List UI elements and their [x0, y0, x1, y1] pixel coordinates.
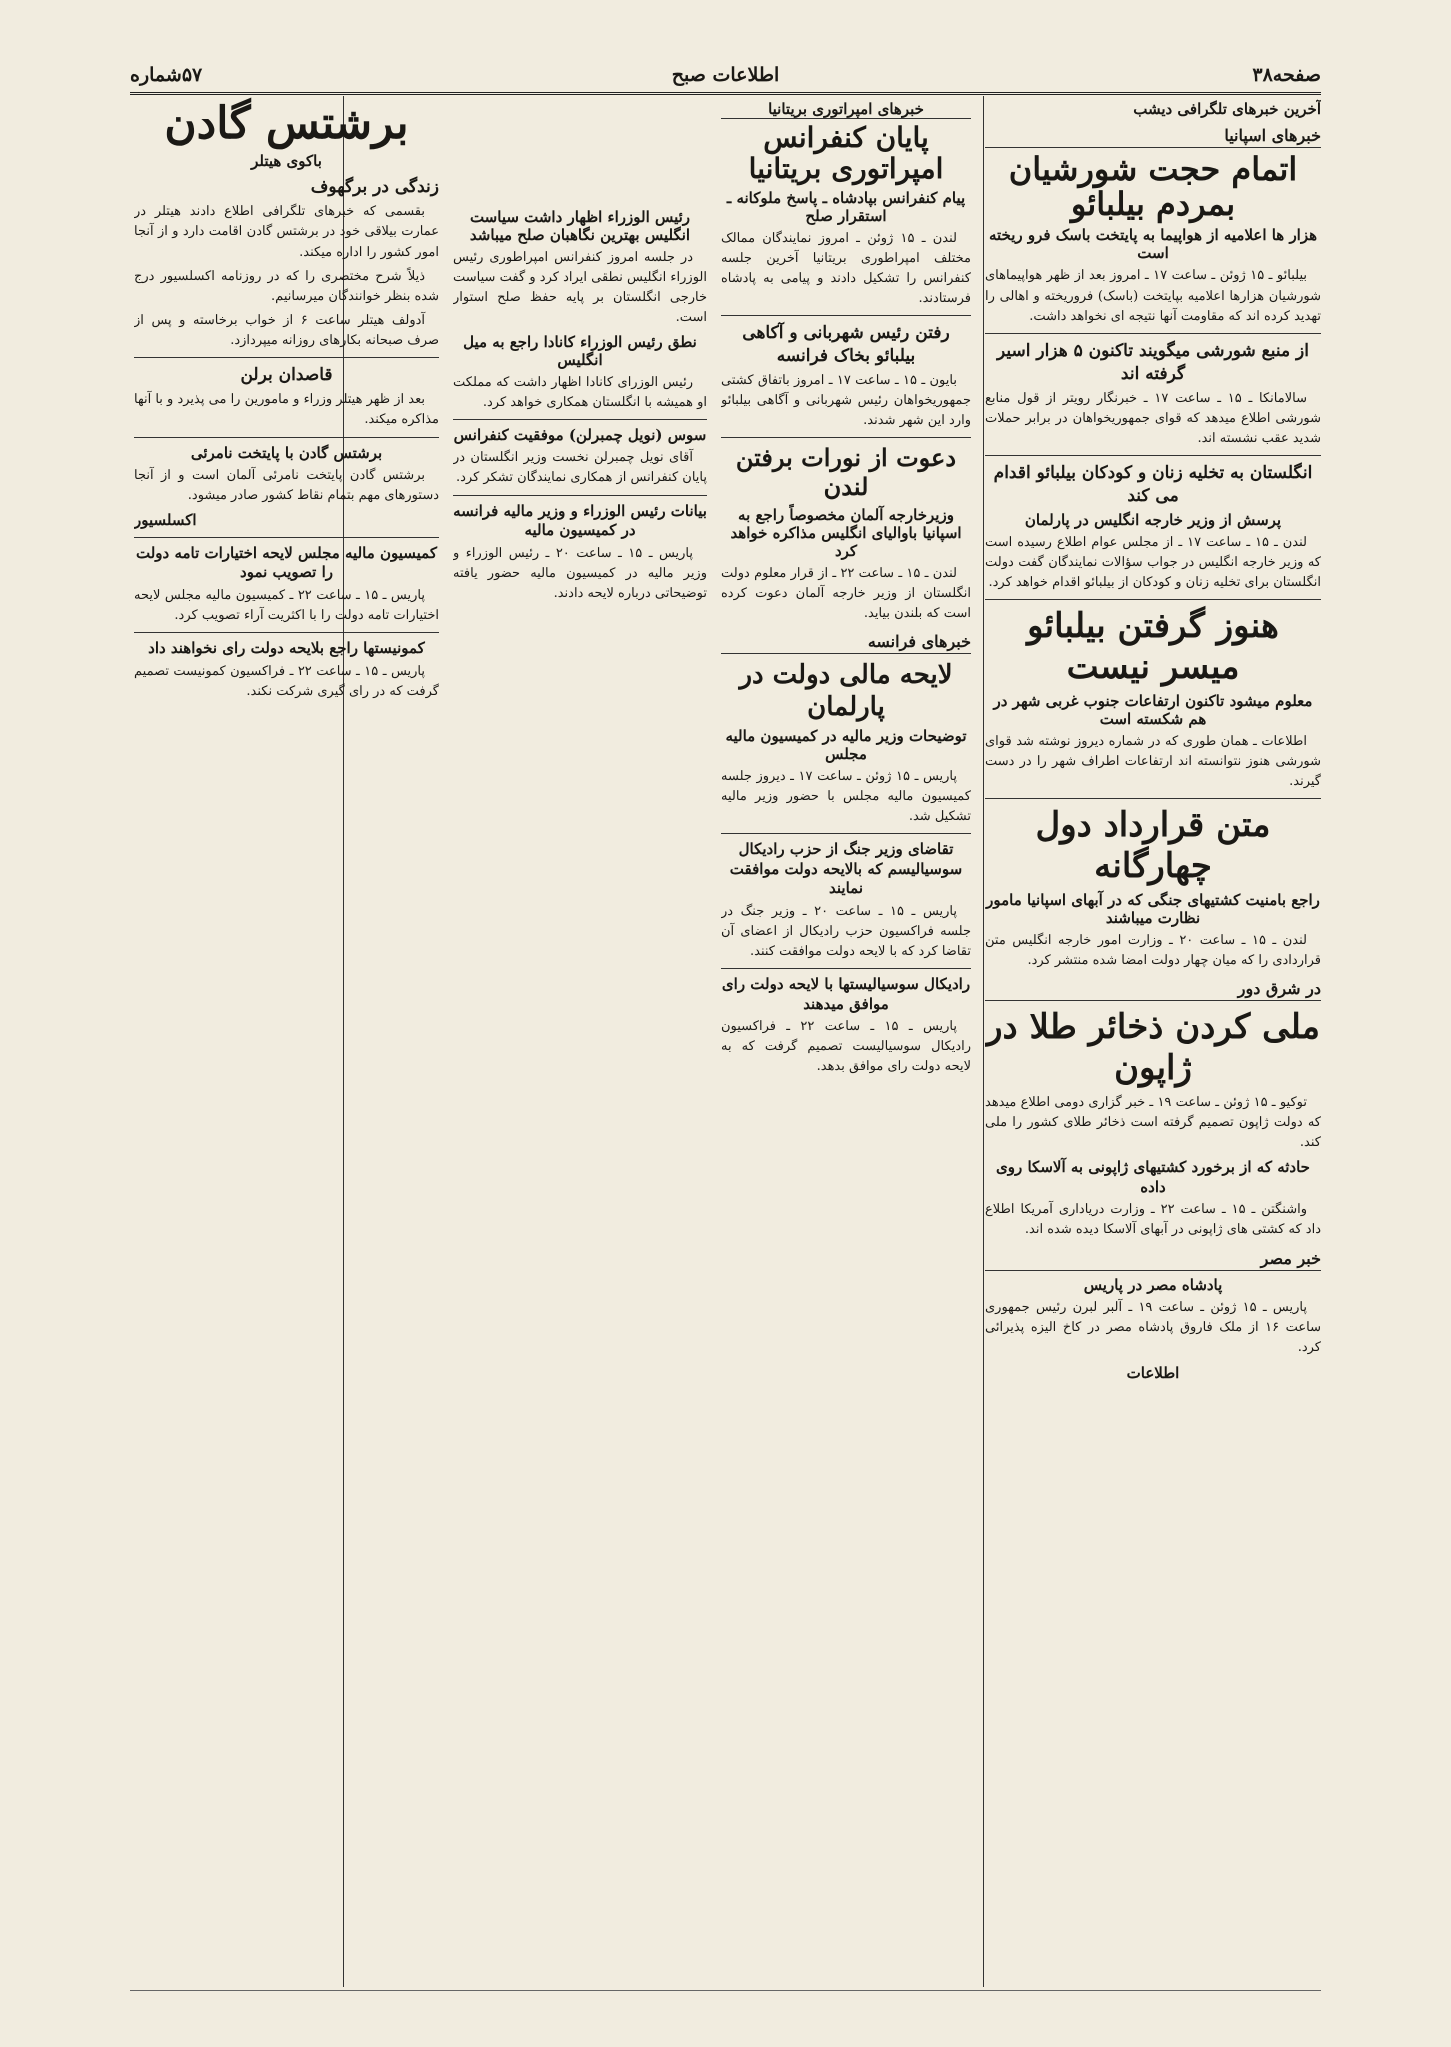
subheadline: نطق رئیس الوزراء کانادا راجع به میل انگلیس: [463, 332, 697, 369]
article-text: پاریس ـ ۱۵ ژوئن ـ ساعت ۱۹ ـ آلبر لبرن رئیس جمهوری ساعت ۱۶ از ملک فاروق پادشاه مصر در کاخ الیزه پذیرائی کرد.: [985, 1300, 1321, 1356]
article-text: بایون ـ ۱۵ ـ ساعت ۱۷ ـ امروز باتفاق کشتی جمهوریخواهان رئیس شهربانی و آگاهی بیلبائو وارد این شهر شدند.: [721, 373, 971, 429]
headline: متن قرارداد دول چهارگانه: [1035, 805, 1271, 887]
headline: کمیسیون مالیه مجلس لایحه اختیارات تامه دولت را تصویب نمود: [136, 543, 437, 582]
headline: انگلستان به تخلیه زنان و کودکان بیلبائو اقدام می کند: [993, 463, 1313, 507]
section-title: در شرق دور: [985, 979, 1321, 1001]
column-rule: [983, 96, 984, 1987]
article-text: ذیلاً شرح مختصری را که در روزنامه اکسلسیور درج شده بنظر خوانندگان میرسانیم.: [134, 268, 439, 304]
article-text: لندن ـ ۱۵ ـ ساعت ۱۷ ـ از مجلس عوام اطلاع رسیده است که وزیر خارجه انگلیس در جواب سؤالات نمایندگان گفت دولت انگلستان برای تخلیه زنان و کودکان از بیلبائو اقدام خواهد کرد.: [985, 534, 1321, 591]
section-title: خبر مصر: [985, 1249, 1321, 1271]
headline: برشتس گادن: [164, 98, 409, 149]
headline: اتمام حجت شورشیان بمردم بیلبائو: [1008, 150, 1298, 224]
subheadline: توضیحات وزیر مالیه در کمیسیون مالیه مجلس: [725, 726, 967, 763]
column-kicker: آخرین خبرهای تلگرافی دیشب: [1133, 100, 1321, 118]
article-text: سالامانکا ـ ۱۵ ـ ساعت ۱۷ ـ خبرنگار رویتر از قول منابع شورشی اطلاع میدهد که قوای جمهوریخواهان در برابر حملات شدید عقب نشسته اند.: [985, 390, 1321, 446]
headline: رادیکال سوسیالیستها با لایحه دولت رای موافق میدهند: [721, 975, 971, 1013]
subheadline: پرسش از وزیر خارجه انگلیس در پارلمان: [1024, 510, 1282, 529]
headline: از منبع شورشی میگویند تاکنون ۵ هزار اسیر گرفته اند: [997, 340, 1309, 384]
article-text: اطلاعات ـ همان طوری که در شماره دیروز نوشته شد قوای شورشی هنوز نتوانسته اند ارتفاعات اطراف شهر را در دست گیرند.: [985, 733, 1321, 790]
headline: برشتس گادن با پایتخت نامرئی: [190, 443, 383, 462]
article-text: برشتس گادن پایتخت نامرئی آلمان است و از آنجا دستورهای مهم بتمام نقاط کشور صادر میشود.: [134, 468, 439, 504]
headline: پادشاه مصر در پاریس: [1083, 1275, 1223, 1294]
article-text: پاریس ـ ۱۵ ژوئن ـ ساعت ۱۷ ـ دیروز جلسه کمیسیون مالیه مجلس با حضور وزیر مالیه تشکیل شد.: [721, 768, 971, 825]
article-text: پاریس ـ ۱۵ ـ ساعت ۲۲ ـ فراکسیون رادیکال سوسیالیست تصمیم گرفت که به لایحه دولت رای موافق بدهد.: [721, 1019, 971, 1075]
article-text: پاریس ـ ۱۵ ـ ساعت ۲۰ ـ وزیر جنگ در جلسه فراکسیون حزب رادیکال از اعضای آن تقاضا کرد که با لایحه دولت موافقت کنند.: [721, 903, 971, 960]
headline: پایان کنفرانس امپراتوری بریتانیا: [748, 121, 944, 185]
article-text: پاریس ـ ۱۵ ـ ساعت ۲۲ ـ فراکسیون کمونیست تصمیم گرفت که در رای گیری شرکت نکند.: [134, 663, 439, 699]
article-text: در جلسه امروز کنفرانس امپراطوری رئیس الوزراء انگلیس نطقی ایراد کرد و گفت سیاست خارجی انگلستان بر پایه حفظ صلح استوار است.: [453, 250, 707, 326]
headline: حادثه که از برخورد کشتیهای ژاپونی به آلاسکا روی داده: [996, 1158, 1310, 1196]
headline: زندگی در برگهوف: [310, 177, 439, 198]
headline: لایحه مالی دولت در پارلمان: [739, 660, 953, 722]
article-text: توکیو ـ ۱۵ ژوئن ـ ساعت ۱۹ ـ خبر گزاری دومی اطلاع میدهد که دولت ژاپون تصمیم گرفته است ذخائر طلای کشور را ملی کند.: [985, 1094, 1321, 1151]
article-text: لندن ـ ۱۵ ژوئن ـ امروز نمایندگان ممالک مختلف امپراطوری بریتانیا آخرین جلسه کنفرانس را تشکیل دادند و پیامی به پادشاه فرستادند.: [721, 230, 971, 307]
column-1: [985, 96, 1321, 1976]
article-text: بعد از ظهر هیتلر وزراء و مامورین را می پذیرد و با آنها مذاکره میکند.: [134, 392, 439, 428]
article-text: بیلبائو ـ ۱۵ ژوئن ـ ساعت ۱۷ ـ امروز بعد از ظهر هواپیماهای شورشیان هزارها اعلامیه بپایتخت (باسک) فروریخته و اهالی را تهدید کرده اند که مقاومت آنها نتیجه ای نخواهد داشت.: [985, 268, 1321, 324]
column-kicker: خبرهای امپراتوری بریتانیا: [721, 100, 971, 119]
subheadline: وزیرخارجه آلمان مخصوصاً راجع به اسپانیا باوالیای انگلیس مذاکره خواهد کرد: [730, 506, 962, 561]
headline: رفتن رئیس شهربانی و آکاهی بیلبائو بخاک فرانسه: [742, 323, 950, 367]
article-text: پاریس ـ ۱۵ ـ ساعت ۲۲ ـ کمیسیون مالیه مجلس لایحه اختیارات تامه دولت را با اکثریت آراء تصویب کرد.: [134, 587, 439, 623]
subheadline: راجع بامنیت کشتیهای جنگی که در آبهای اسپانیا مامور نظارت میباشند: [986, 891, 1320, 927]
headline: دعوت از نورات برفتن لندن: [735, 443, 957, 502]
article-text: آقای نویل چمبرلن نخست وزیر انگلستان در پایان کنفرانس از همکاری نمایندگان تشکر کرد.: [453, 450, 707, 486]
section-title: خبرهای فرانسه: [721, 632, 971, 654]
paper-name: اطلاعات صبح: [671, 64, 780, 86]
column-3: [453, 96, 707, 1976]
headline: تقاضای وزیر جنگ از حزب رادیکال سوسیالیسم که بالایحه دولت موافقت نمایند: [729, 840, 963, 898]
footer-rule: [130, 1990, 1321, 1991]
subheadline: هزار ها اعلامیه از هواپیما به پایتخت باسک فرو ریخته است: [988, 226, 1318, 263]
byline: اطلاعات: [1126, 1363, 1180, 1382]
article-text: واشنگتن ـ ۱۵ ـ ساعت ۲۲ ـ وزارت دریاداری آمریکا اطلاع داد که کشتی های ژاپونی در آبهای آلاسکا دیده شده اند.: [985, 1202, 1321, 1238]
headline: ملی کردن ذخائر طلا در ژاپون: [986, 1007, 1320, 1089]
page-number: صفحه۳۸: [1252, 64, 1321, 86]
headline: سوس (نویل چمبرلن) موفقیت کنفرانس: [453, 425, 707, 444]
headline: قاصدان برلن: [240, 365, 333, 386]
article-text: بقسمی که خبرهای تلگرافی اطلاع دادند هیتلر در عمارت بیلاقی خود در برشتس گادن اقامت دارد و از آنجا امور کشور را اداره میکند.: [134, 204, 439, 260]
article-text: رئیس الوزرای کانادا اظهار داشت که مملکت او همیشه با انگلستان همکاری خواهد کرد.: [453, 374, 707, 410]
subheadline: باکوی هیتلر: [251, 152, 322, 171]
headline: کمونیستها راجع بلایحه دولت رای نخواهند داد: [148, 639, 425, 658]
issue-number: ۵۷شماره: [130, 64, 203, 86]
byline: اکسلسیور: [134, 511, 197, 530]
subheadline: پیام کنفرانس بپادشاه ـ پاسخ ملوکانه ـ استقرار صلح: [726, 188, 966, 225]
section-title: خبرهای اسپانیا: [985, 126, 1321, 148]
article-text: لندن ـ ۱۵ ـ ساعت ۲۲ ـ از قرار معلوم دولت انگلستان از وزیر خارجه آلمان دعوت کرده است که بلندن بیاید.: [721, 566, 971, 622]
article-text: لندن ـ ۱۵ ـ ساعت ۲۰ ـ وزارت امور خارجه انگلیس متن قراردادی را که میان چهار دولت امضا شده منتشر کرد.: [985, 933, 1321, 969]
article-text: پاریس ـ ۱۵ ـ ساعت ۲۰ ـ رئیس الوزراء و وزیر مالیه در کمیسیون مالیه حضور یافته توضیحاتی درباره لایحه دادند.: [453, 545, 707, 601]
column-4: [134, 96, 439, 1976]
headline: هنوز گرفتن بیلبائو میسر نیست: [1027, 606, 1279, 688]
subheadline: رئیس الوزراء اظهار داشت سیاست انگلیس بهترین نگاهبان صلح میباشد: [469, 208, 691, 244]
masthead: [130, 62, 1321, 95]
headline: بیانات رئیس الوزراء و وزیر مالیه فرانسه در کمیسیون مالیه: [453, 501, 707, 540]
column-2: [721, 96, 971, 1976]
subheadline: معلوم میشود تاکنون ارتفاعات جنوب غربی شهر در هم شکسته است: [993, 691, 1313, 728]
article-text: آدولف هیتلر ساعت ۶ از خواب برخاسته و پس از صرف صبحانه بکارهای روزانه میپردازد.: [134, 313, 439, 349]
